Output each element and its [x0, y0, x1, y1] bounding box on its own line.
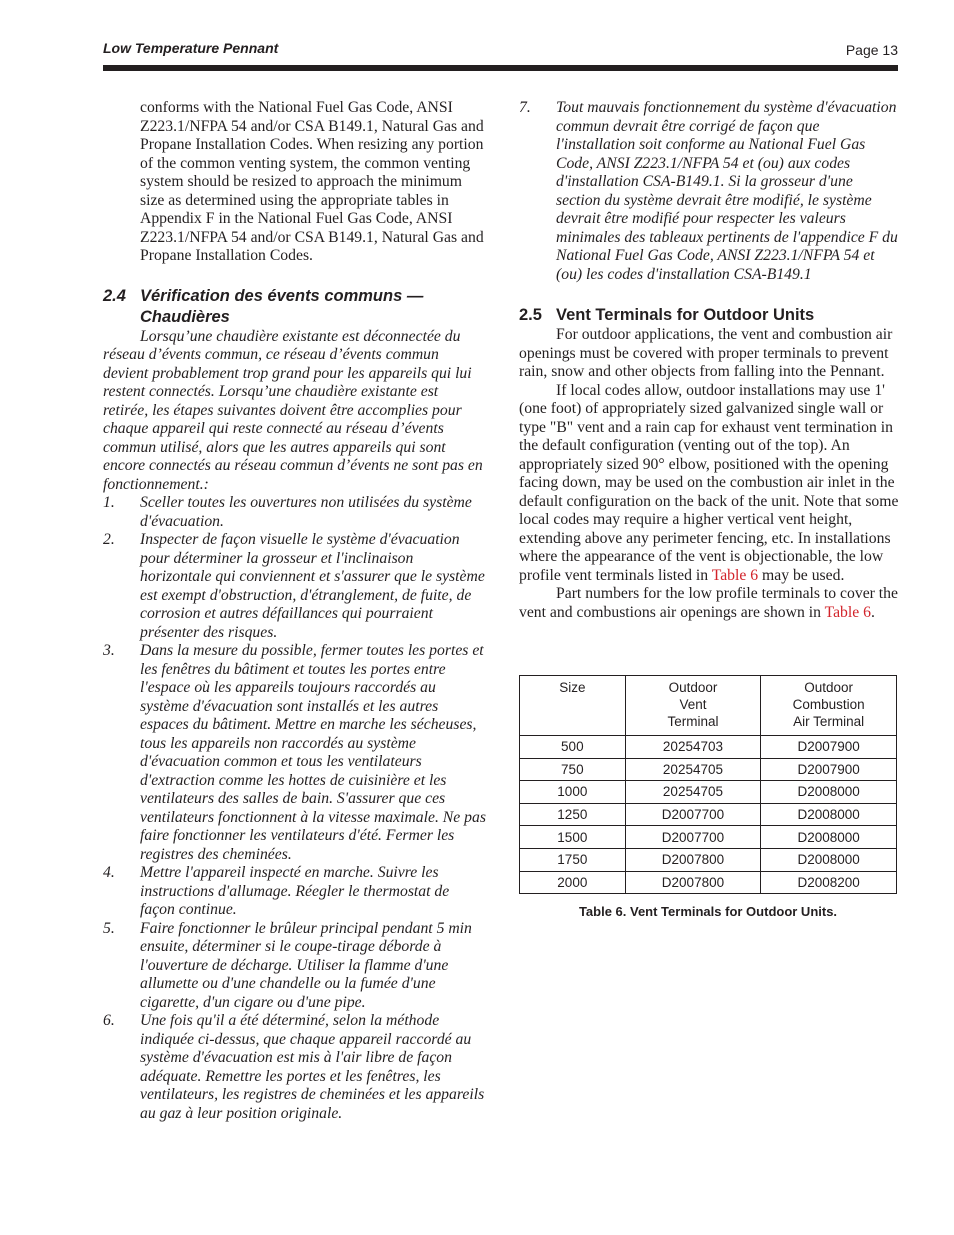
table-cell: D2008000: [761, 803, 897, 826]
vent-terminals-table: [519, 675, 897, 894]
table-6-link[interactable]: Table 6: [711, 566, 759, 584]
table-header-row: [520, 676, 897, 736]
table-6-link[interactable]: Table 6: [824, 603, 871, 621]
paragraph-2-tail: may be used.: [762, 566, 845, 584]
header-line: Size: [559, 680, 586, 695]
section-title-line1: Vérification des évents communs —: [140, 286, 424, 305]
intro-paragraph: Lorsqu’une chaudière existante est déconnectée du réseau d’évents commun, ce réseau d’évents commun devient probablement trop grand pour les appareils qui lui restent connectés. Lorsqu’une chaudière existante est retirée, les étapes suivantes doivent être accomplies pour chaque appareil qui reste connecté au réseau d’évents commun utilisé, alors que les autres appareils qui sont encore connectés au réseau commun d’évents ne sont pas en fonctionnement.:: [103, 327, 483, 493]
table-cell: D2008000: [761, 848, 897, 871]
left-column: [103, 99, 486, 1123]
section-heading-2-5: [519, 305, 899, 326]
header-rule: [103, 65, 898, 71]
table-cell: 1500: [520, 826, 626, 849]
section-number: 2.5: [519, 306, 542, 324]
table-cell: 2000: [520, 871, 626, 894]
paragraph-2: [519, 382, 899, 586]
table-row: [520, 736, 897, 759]
table-cell: 20254705: [625, 781, 761, 804]
table-cell: 500: [520, 736, 626, 759]
table-row: [520, 803, 897, 826]
list-number: 4.: [103, 864, 115, 881]
table-header-cell: [761, 676, 897, 736]
table-cell: D2008200: [761, 871, 897, 894]
table-cell: D2007800: [625, 848, 761, 871]
list-text: Tout mauvais fonctionnement du système d'évacuation commun devrait être corrigé de façon que l'installation soit conforme au National Fuel Gas Code, ANSI Z223.1/NFPA 54 et (ou) aux codes d'installation CSA-B149.1. Si la grosseur d'une section du système devrait être modifié, le système devrait être modifié pour respecter les valeurs minimales des tableaux pertinents de l'appendice F du National Fuel Gas Code, ANSI Z223.1/NFPA 54 et (ou) les codes d'installation CSA-B149.1: [556, 99, 898, 283]
table-cell: D2008000: [761, 781, 897, 804]
table-cell: 1750: [520, 848, 626, 871]
table-row: [520, 848, 897, 871]
list-item: [519, 99, 899, 284]
table-cell: D2007900: [761, 758, 897, 781]
list-number: 1.: [103, 494, 115, 511]
table-cell: 1250: [520, 803, 626, 826]
header-line: Outdoor: [668, 680, 718, 695]
header-line: Outdoor: [804, 680, 854, 695]
list-text: Mettre l'appareil inspecté en marche. Suivre les instructions d'allumage. Réegler le thermostat de façon continue.: [140, 864, 450, 918]
page-number: Page 13: [845, 42, 898, 58]
table-cell: D2007900: [761, 736, 897, 759]
continued-paragraph: conforms with the National Fuel Gas Code, ANSI Z223.1/NFPA 54 and/or CSA B149.1, Natural Gas and Propane Installation Codes. When resizing any portion of the common venting system, the common venting system should be resized to approach the minimum size as determined using the appropriate tables in Appendix F in the National Fuel Gas Code, ANSI Z223.1/NFPA 54 and/or CSA B149.1, Natural Gas and Propane Installation Codes.: [140, 99, 484, 264]
table-cell: D2007700: [625, 803, 761, 826]
table-cell: 20254703: [625, 736, 761, 759]
paragraph-1: For outdoor applications, the vent and combustion air openings must be covered with proper terminals to prevent rain, snow and other objects from falling into the Pennant.: [519, 326, 893, 380]
list-text: Dans la mesure du possible, fermer toutes les portes et les fenêtres du bâtiment et toutes les portes entre l'espace où les appareils toujours raccordés au système d'évacuation sont installés et les autres espaces du bâtiment. Mettre en marche les sécheuses, tous les appareils non raccordés au système d'évacuation common et tous les ventilateurs d'extraction comme les hottes de cuisinière et les ventilateurs des salles de bain. S'assurer que ces ventilateurs fonctionnent à la vitesse maximale. Ne pas faire fonctionner les ventilateurs d'été. Fermer les registres des cheminées.: [140, 642, 486, 863]
table-row: [520, 758, 897, 781]
paragraph-3-text: Part numbers for the low profile terminals to cover the vent and combustions air openings are shown in: [519, 585, 898, 621]
list-item: [103, 494, 486, 531]
list-number: 2.: [103, 531, 115, 548]
table-cell: 1000: [520, 781, 626, 804]
table-row: [520, 826, 897, 849]
table-cell: 20254705: [625, 758, 761, 781]
table-header-cell: [520, 676, 626, 736]
paragraph-2-text: If local codes allow, outdoor installations may use 1' (one foot) of appropriately sized galvanized single wall or type "B" vent and a rain cap for exhaust vent termination in the default configuration (venting out of the top). An appropriately sized 90° elbow, positioned with the opening facing down, may be used on the combustion air inlet in the default configuration on the back of the unit. Note that some local codes may require a higher vertical vent height, extending above any perimeter fencing, etc. In installations where the appearance of the vent is objectionable, the low profile vent terminals listed in: [519, 381, 899, 584]
header-line: Combustion: [792, 697, 865, 712]
page-header-title: Low Temperature Pennant: [103, 40, 279, 56]
table-header-cell: [625, 676, 761, 736]
header-line: Air Terminal: [793, 714, 865, 729]
table-cell: 750: [520, 758, 626, 781]
list-text: Faire fonctionner le brûleur principal pendant 5 min ensuite, déterminer si le coupe-tirage déborde à l'ouverture de décharge. Utiliser la flamme d'une allumette ou d'une chandelle ou la fumée d'une cigarette, d'un cigare ou d'une pipe.: [140, 919, 472, 1011]
section-title: Vent Terminals for Outdoor Units: [556, 306, 815, 324]
list-number: 3.: [103, 642, 115, 659]
header-line: Vent: [679, 697, 707, 712]
list-number: 7.: [519, 99, 531, 116]
list-number: 6.: [103, 1012, 115, 1029]
list-text: Inspecter de façon visuelle le système d'évacuation pour déterminer la grosseur et l'inclinaison horizontale qui conviennent et s'assurer que le système est exempt d'obstruction, d'étranglement, de fuite, de corrosion et autres défaillances qui pourraient présenter des risques.: [140, 531, 485, 641]
list-text: Sceller toutes les ouvertures non utilisées du système d'évacuation.: [140, 494, 472, 530]
list-item: [103, 642, 486, 864]
table-row: [520, 871, 897, 894]
paragraph-3: [519, 585, 899, 622]
list-text: Une fois qu'il a été déterminé, selon la méthode indiquée ci-dessus, que chaque appareil raccordé au système d'évacuation est mis à l'air libre de façon adéquate. Remettre les portes et les fenêtres, les ventilateurs, les registres de cheminées et les appareils au gaz à leur position originale.: [140, 1012, 485, 1122]
right-column: [519, 99, 899, 922]
table-cell: D2007800: [625, 871, 761, 894]
french-steps-list: [103, 494, 486, 1123]
list-item: [103, 531, 486, 642]
section-title-line2: Chaudières: [140, 307, 230, 326]
paragraph-3-tail: .: [870, 603, 875, 621]
list-item: [103, 920, 486, 1013]
list-item: [103, 1012, 486, 1123]
table-cell: D2008000: [761, 826, 897, 849]
section-number: 2.4: [103, 286, 126, 305]
table-body: [520, 736, 897, 894]
table-cell: D2007700: [625, 826, 761, 849]
table-caption: Table 6. Vent Terminals for Outdoor Units.: [578, 904, 838, 920]
header-line: Terminal: [667, 714, 719, 729]
list-number: 5.: [103, 919, 115, 937]
list-item: [103, 864, 486, 920]
section-heading-2-4: [103, 286, 486, 328]
table-row: [520, 781, 897, 804]
